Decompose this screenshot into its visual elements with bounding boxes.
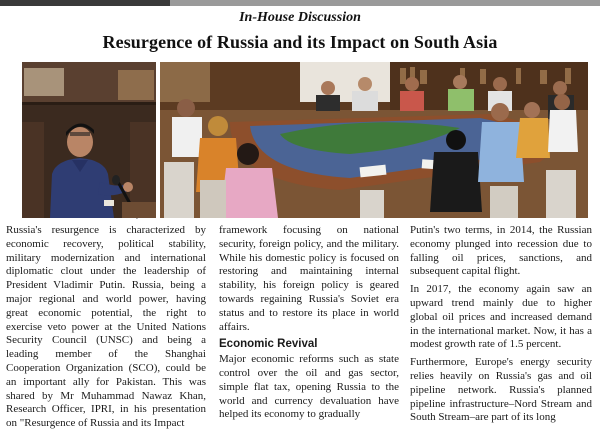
column-2-paragraph-1: framework focusing on national security, foreign policy, and the military. While his domestic policy is focused on restoring and maintaining internal stability, his foreign policy is geared towards regaining Russia's Soviet era status and to restore its place in world affairs. — [219, 224, 399, 333]
article-headline: Resurgence of Russia and its Impact on South Asia — [102, 32, 498, 52]
top-rule — [0, 0, 600, 6]
speaker-photo — [22, 62, 156, 218]
article-column-1 — [6, 224, 206, 430]
section-kicker: In-House Discussion — [239, 10, 361, 25]
column-1-paragraph: Russia's resurgence is characterized by economic recovery, political stability, military modernization and international diplomatic clout under the leadership of President Vladimir Putin. Russia, being a major regional and world power, having great economic potential, the right to exercise veto power at the United Nations Security Council (UNSC) and being a leading member of the Shanghai Cooperation Organization (SCO), could be an important ally for Pakistan. This was shared by Mr Muhammad Nawaz Khan, Research Officer, IPRI, in his presentation on "Resurgence of Russia and its Impact — [6, 224, 206, 430]
article-column-3 — [410, 224, 592, 424]
meeting-illustration — [160, 62, 588, 218]
column-3-paragraph-2: In 2017, the economy again saw an upward trend mainly due to higher global oil prices and increased demand in the international market. Now, it has a modest growth rate of 1.5 percent. — [410, 283, 592, 351]
column-3-paragraph-1: Putin's two terms, in 2014, the Russian economy plunged into recession due to falling oil prices, sanctions, and subsequent capital flight. — [410, 224, 592, 278]
subheading-economic-revival: Economic Revival — [219, 338, 318, 351]
column-2-paragraph-2: Major economic reforms such as state control over the oil and gas sector, simple flat tax, opening Russia to the world and currency devaluation have helped its economy to gradually — [219, 353, 399, 421]
speaker-illustration — [22, 62, 156, 218]
top-rule-light — [170, 0, 600, 6]
article-column-2 — [219, 224, 399, 421]
column-3-paragraph-3: Furthermore, Europe's energy security relies heavily on Russia's gas and oil pipeline network. Russia's planned pipeline infrastructure–Nord Stream and South Stream–are part of its long — [410, 356, 592, 424]
article-body — [0, 224, 600, 430]
meeting-photo — [160, 62, 588, 218]
top-rule-dark — [0, 0, 170, 6]
